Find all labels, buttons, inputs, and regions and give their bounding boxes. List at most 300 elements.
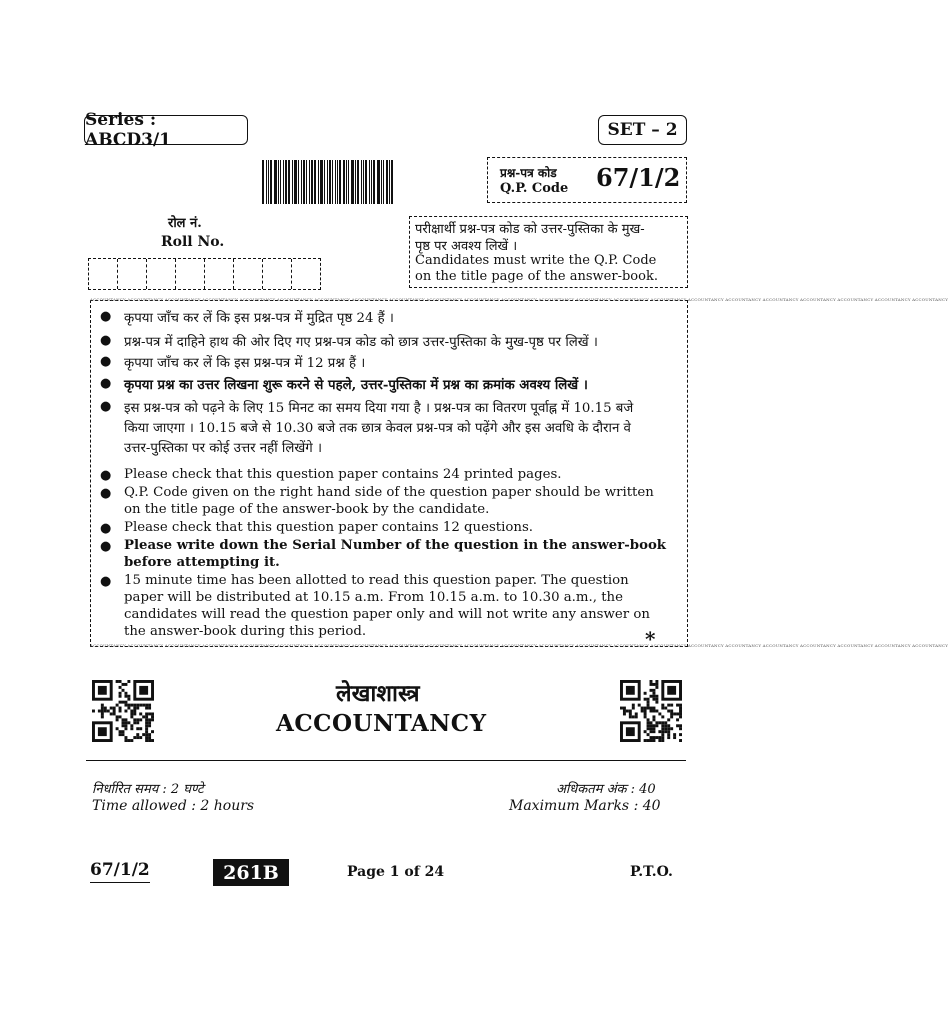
qr-module [139, 736, 142, 739]
qr-module [650, 710, 653, 713]
qr-module [661, 704, 664, 707]
roll-digit-box[interactable] [234, 259, 263, 289]
qr-module [667, 733, 670, 736]
qr-module [655, 695, 658, 698]
roll-digit-box[interactable] [176, 259, 205, 289]
page-number: Page 1 of 24 [347, 864, 445, 880]
qr-module [647, 724, 650, 727]
qr-module [658, 736, 661, 739]
qr-module [655, 683, 658, 686]
qr-module [148, 724, 151, 727]
bullet: ● [100, 309, 112, 324]
qr-module [136, 733, 139, 736]
candidate-note-en-2: on the title page of the answer-book. [415, 269, 658, 284]
qr-module [676, 704, 679, 707]
qr-module [655, 736, 658, 739]
qr-module [679, 712, 682, 715]
qr-module [629, 710, 632, 713]
instruction-hindi-4: कृपया प्रश्न का उत्तर लिखना शुरू करने से पहले, उत्तर-पुस्तिका में प्रश्न का क्रमांक अवश्य लिखें । [124, 378, 588, 393]
qr-module [673, 733, 676, 736]
qr-module [122, 701, 125, 704]
barcode-bar [346, 160, 347, 204]
qr-module [647, 701, 650, 704]
qr-module [652, 683, 655, 686]
barcode-bar [283, 160, 284, 204]
qr-module [647, 704, 650, 707]
instruction-en-1: Please check that this question paper contains 24 printed pages. [124, 467, 562, 482]
bullet: ● [100, 333, 112, 348]
qr-module [664, 724, 667, 727]
barcode-bar [303, 160, 305, 204]
qr-module [124, 704, 127, 707]
qr-module [650, 707, 653, 710]
candidate-note-hindi-2: पृष्ठ पर अवश्य लिखें । [415, 239, 518, 254]
qr-module [661, 727, 664, 730]
qr-module [650, 727, 653, 730]
qr-module [133, 710, 136, 713]
barcode-bar [329, 160, 331, 204]
qr-module [124, 718, 127, 721]
instruction-en-2b: on the title page of the answer-book by the candidate. [124, 502, 490, 517]
roll-label-hindi: रोल नं. [168, 216, 202, 231]
barcode-bar [351, 160, 354, 204]
qr-module [124, 736, 127, 739]
qr-module [133, 707, 136, 710]
qr-module [667, 710, 670, 713]
qr-module [148, 712, 151, 715]
barcode-bar [274, 160, 277, 204]
qr-module [133, 736, 136, 739]
qr-module [679, 704, 682, 707]
qr-module [679, 715, 682, 718]
qr-module [647, 718, 650, 721]
qr-module [652, 730, 655, 733]
instruction-en-4a: Please write down the Serial Number of the question in the answer-book [124, 538, 667, 553]
qr-module [644, 698, 647, 701]
barcode-bar [306, 160, 307, 204]
qr-module [119, 733, 122, 736]
qr-module [124, 701, 127, 704]
qr-module [670, 710, 673, 713]
barcode-bar [373, 160, 375, 204]
qr-module [664, 721, 667, 724]
qr-module [650, 736, 653, 739]
bullet: ● [100, 399, 112, 414]
qr-module [98, 710, 101, 713]
qr-module [652, 718, 655, 721]
qr-module [122, 730, 125, 733]
qr-module [650, 739, 653, 742]
qr-module [623, 712, 626, 715]
qr-module [655, 698, 658, 701]
barcode-bar [309, 160, 310, 204]
qr-module [623, 707, 626, 710]
qr-module [116, 715, 119, 718]
instruction-hindi-5b: किया जाएगा । 10.15 बजे से 10.30 बजे तक छात्र केवल प्रश्न-पत्र को पढ़ेंगे और इस अवधि के दौरान वे [124, 421, 631, 436]
barcode-bar [383, 160, 384, 204]
qr-module [661, 736, 664, 739]
qr-module [676, 712, 679, 715]
qr-module [658, 739, 661, 742]
qr-module [136, 707, 139, 710]
qr-module [110, 712, 113, 715]
barcode-bar [389, 160, 390, 204]
qr-module [679, 739, 682, 742]
qr-module [644, 707, 647, 710]
qr-module [122, 683, 125, 686]
barcode-bar [369, 160, 370, 204]
barcode-bar [285, 160, 287, 204]
qr-module [136, 736, 139, 739]
qr-module [673, 736, 676, 739]
subject-title: ACCOUNTANCY [276, 710, 487, 737]
bullet: ● [100, 354, 112, 369]
roll-digit-box[interactable] [118, 259, 147, 289]
qr-module [119, 686, 122, 689]
qr-module [647, 727, 650, 730]
barcode-bar [332, 160, 333, 204]
qr-module [139, 718, 142, 721]
qr-module [652, 698, 655, 701]
qr-module [145, 712, 148, 715]
qr-module [148, 707, 151, 710]
qr-module [661, 730, 664, 733]
qr-module [652, 689, 655, 692]
qr-module [661, 739, 664, 742]
qr-module [145, 739, 148, 742]
qr-module [635, 715, 638, 718]
qr-module [119, 692, 122, 695]
qr-module [658, 721, 661, 724]
qr-module [655, 721, 658, 724]
pto-label: P.T.O. [630, 864, 673, 880]
qr-module [122, 724, 125, 727]
roll-digit-box[interactable] [263, 259, 292, 289]
barcode-bar [337, 160, 338, 204]
qr-finder [626, 727, 635, 736]
qr-module [145, 715, 148, 718]
qr-module [652, 692, 655, 695]
barcode-bar [268, 160, 269, 204]
qr-module [116, 704, 119, 707]
barcode-bar [311, 160, 313, 204]
qr-module [650, 680, 653, 683]
bullet: ● [100, 539, 112, 554]
qr-module [644, 730, 647, 733]
qr-module [124, 683, 127, 686]
qr-module [670, 715, 673, 718]
qr-finder [667, 686, 676, 695]
qr-module [151, 730, 154, 733]
qr-module [679, 724, 682, 727]
qr-module [635, 712, 638, 715]
qr-module [652, 724, 655, 727]
qr-module [130, 704, 133, 707]
roll-digit-box[interactable] [89, 259, 118, 289]
qr-module [652, 710, 655, 713]
qr-finder [98, 727, 107, 736]
qr-module [644, 710, 647, 713]
qr-module [110, 707, 113, 710]
instruction-en-3: Please check that this question paper contains 12 questions. [124, 520, 533, 535]
instruction-en-2a: Q.P. Code given on the right hand side of the question paper should be written [124, 485, 654, 500]
barcode-bar [363, 160, 364, 204]
qr-code-left [92, 680, 154, 742]
barcode [262, 160, 400, 204]
qr-module [650, 721, 653, 724]
qr-module [145, 727, 148, 730]
qr-module [652, 739, 655, 742]
qr-module [679, 727, 682, 730]
qr-module [119, 701, 122, 704]
qr-module [124, 721, 127, 724]
barcode-bar [348, 160, 349, 204]
qr-module [661, 715, 664, 718]
qr-module [629, 715, 632, 718]
qr-module [632, 715, 635, 718]
qr-module [644, 692, 647, 695]
qr-module [658, 712, 661, 715]
qr-module [130, 727, 133, 730]
qr-module [650, 689, 653, 692]
qr-module [116, 680, 119, 683]
qr-module [127, 739, 130, 742]
qr-module [124, 692, 127, 695]
qr-module [632, 707, 635, 710]
qr-module [142, 715, 145, 718]
qr-module [647, 698, 650, 701]
qr-module [113, 712, 116, 715]
qr-module [119, 695, 122, 698]
qr-finder [626, 686, 635, 695]
qr-module [145, 730, 148, 733]
bullet: ● [100, 486, 112, 501]
barcode-bar [391, 160, 393, 204]
qr-module [626, 710, 629, 713]
instruction-hindi-1: कृपया जाँच कर लें कि इस प्रश्न-पत्र में मुद्रित पृष्ठ 24 हैं । [124, 311, 394, 326]
qr-module [130, 724, 133, 727]
qr-module [623, 710, 626, 713]
qr-module [145, 707, 148, 710]
bullet: ● [100, 468, 112, 483]
qp-code-label-hindi: प्रश्न-पत्र कोड [500, 166, 557, 180]
qr-module [652, 727, 655, 730]
qr-module [145, 721, 148, 724]
qr-module [148, 718, 151, 721]
time-allowed: Time allowed : 2 hours [92, 798, 255, 814]
qr-module [151, 712, 154, 715]
qr-module [133, 718, 136, 721]
qr-module [620, 707, 623, 710]
microtext-border-top: ACCOUNTANCY ACCOUNTANCY ACCOUNTANCY ACCOUNTANCY ACCOUNTANCY ACCOUNTANCY ACCOUNTANCY ACCOUNTANCY ACCOUNTANCY ACCOUNTANCY ACCOUNTANCY ACCOUNTANCY ACCOUNTANCY ACCOUNTANCY ACCOUNTANCY ACCOUNTANCY ACCOUNTANCY ACCOUNTANCY ACCOUNTANCY ACCOUNTANCY ACCOUNTANCY ACCOUNTANCY ACCOUNTANCY [90, 297, 948, 302]
qr-module [661, 707, 664, 710]
qr-module [145, 704, 148, 707]
max-marks-hindi: अधिकतम अंक : 40 [556, 782, 656, 797]
qr-module [127, 695, 130, 698]
candidate-note-hindi-1: परीक्षार्थी प्रश्न-पत्र कोड को उत्तर-पुस्तिका के मुख- [415, 222, 645, 237]
qr-module [673, 712, 676, 715]
qr-module [679, 733, 682, 736]
qr-module [670, 727, 673, 730]
qr-module [107, 710, 110, 713]
barcode-bar [262, 160, 264, 204]
barcode-bar [318, 160, 319, 204]
qr-module [124, 710, 127, 713]
qr-module [655, 680, 658, 683]
qr-module [116, 727, 119, 730]
barcode-bar [361, 160, 362, 204]
barcode-bar [335, 160, 336, 204]
qr-module [151, 739, 154, 742]
qr-module [670, 712, 673, 715]
qr-module [124, 695, 127, 698]
qr-module [122, 718, 125, 721]
qr-module [658, 730, 661, 733]
max-marks: Maximum Marks : 40 [509, 798, 661, 814]
qr-module [647, 721, 650, 724]
qr-module [101, 712, 104, 715]
qr-module [151, 718, 154, 721]
qr-module [127, 698, 130, 701]
barcode-bar [292, 160, 293, 204]
set-label: SET – 2 [598, 115, 687, 145]
qr-module [650, 730, 653, 733]
qr-module [667, 718, 670, 721]
qr-module [139, 712, 142, 715]
instruction-hindi-3: कृपया जाँच कर लें कि इस प्रश्न-पत्र में 12 प्रश्न हैं । [124, 356, 366, 371]
qr-module [650, 695, 653, 698]
qr-module [664, 707, 667, 710]
qr-module [148, 739, 151, 742]
barcode-bar [324, 160, 325, 204]
qr-module [641, 707, 644, 710]
barcode-bar [294, 160, 297, 204]
barcode-bar [266, 160, 267, 204]
barcode-bar [343, 160, 345, 204]
qr-finder [98, 686, 107, 695]
qr-module [101, 707, 104, 710]
barcode-bar [355, 160, 356, 204]
qr-module [647, 707, 650, 710]
qr-module [679, 707, 682, 710]
barcode-bar [280, 160, 281, 204]
instruction-en-4b: before attempting it. [124, 555, 280, 570]
instruction-hindi-5c: उत्तर-पुस्तिका पर कोई उत्तर नहीं लिखेंगे । [124, 441, 323, 456]
qr-module [130, 710, 133, 713]
qr-module [655, 701, 658, 704]
qr-module [655, 724, 658, 727]
barcode-bar [270, 160, 272, 204]
roll-digit-box[interactable] [292, 259, 320, 289]
qr-module [641, 710, 644, 713]
qr-module [127, 704, 130, 707]
qr-module [101, 715, 104, 718]
instruction-hindi-5a: इस प्रश्न-पत्र को पढ़ने के लिए 15 मिनट का समय दिया गया है । प्रश्न-पत्र का वितरण पूर्वाह्न में 10.15 बजे [124, 401, 634, 416]
qr-module [119, 710, 122, 713]
roll-digit-box[interactable] [205, 259, 234, 289]
qr-module [136, 721, 139, 724]
qr-module [679, 710, 682, 713]
qr-module [148, 736, 151, 739]
qr-module [652, 695, 655, 698]
qr-module [124, 727, 127, 730]
bullet: ● [100, 376, 112, 391]
footer-qp-code: 67/1/2 [90, 860, 150, 883]
qr-module [145, 736, 148, 739]
instruction-en-5b: paper will be distributed at 10.15 a.m. From 10.15 a.m. to 10.30 a.m., the [124, 590, 623, 605]
qr-module [127, 680, 130, 683]
qr-module [667, 736, 670, 739]
qr-module [148, 704, 151, 707]
qr-module [133, 721, 136, 724]
qr-module [139, 704, 142, 707]
qr-module [667, 724, 670, 727]
bullet: ● [100, 574, 112, 589]
qr-module [142, 704, 145, 707]
qr-module [632, 704, 635, 707]
series-label: Series : ABCD3/1 [84, 115, 248, 145]
microtext-border-bottom: ACCOUNTANCY ACCOUNTANCY ACCOUNTANCY ACCOUNTANCY ACCOUNTANCY ACCOUNTANCY ACCOUNTANCY ACCOUNTANCY ACCOUNTANCY ACCOUNTANCY ACCOUNTANCY ACCOUNTANCY ACCOUNTANCY ACCOUNTANCY ACCOUNTANCY ACCOUNTANCY ACCOUNTANCY ACCOUNTANCY ACCOUNTANCY ACCOUNTANCY ACCOUNTANCY ACCOUNTANCY ACCOUNTANCY [90, 643, 948, 648]
qr-module [122, 721, 125, 724]
qr-module [122, 733, 125, 736]
divider [86, 760, 686, 761]
qr-module [92, 710, 95, 713]
qr-module [133, 712, 136, 715]
qr-module [122, 689, 125, 692]
barcode-bar [381, 160, 382, 204]
qr-module [148, 733, 151, 736]
qr-module [113, 710, 116, 713]
qr-module [101, 704, 104, 707]
qr-module [655, 686, 658, 689]
barcode-bar [327, 160, 328, 204]
qr-module [136, 718, 139, 721]
candidate-note-en-1: Candidates must write the Q.P. Code [415, 253, 657, 268]
instruction-en-5a: 15 minute time has been allotted to read this question paper. The question [124, 573, 629, 588]
qr-module [650, 683, 653, 686]
qr-module [101, 710, 104, 713]
qr-module [139, 727, 142, 730]
roll-label: Roll No. [161, 234, 225, 250]
qr-module [127, 707, 130, 710]
roll-digit-box[interactable] [147, 259, 176, 289]
qr-module [119, 730, 122, 733]
barcode-bar [301, 160, 302, 204]
qr-module [652, 707, 655, 710]
qr-module [670, 704, 673, 707]
barcode-bar [278, 160, 279, 204]
barcode-bar [288, 160, 290, 204]
time-allowed-hindi: निर्धारित समय : 2 घण्टे [92, 782, 204, 797]
qr-module [127, 721, 130, 724]
qr-module [136, 704, 139, 707]
instruction-en-5d: the answer-book during this period. [124, 624, 367, 639]
bullet: ● [100, 521, 112, 536]
qr-module [148, 721, 151, 724]
qr-module [661, 721, 664, 724]
qp-code-value: 67/1/2 [596, 163, 681, 192]
qr-code-right [620, 680, 682, 742]
qr-module [676, 718, 679, 721]
qr-module [145, 718, 148, 721]
roll-number-boxes [88, 258, 321, 290]
qr-module [104, 710, 107, 713]
qr-module [644, 712, 647, 715]
qr-module [133, 704, 136, 707]
qr-module [629, 712, 632, 715]
qr-module [644, 739, 647, 742]
qp-code-label: Q.P. Code [500, 181, 569, 196]
